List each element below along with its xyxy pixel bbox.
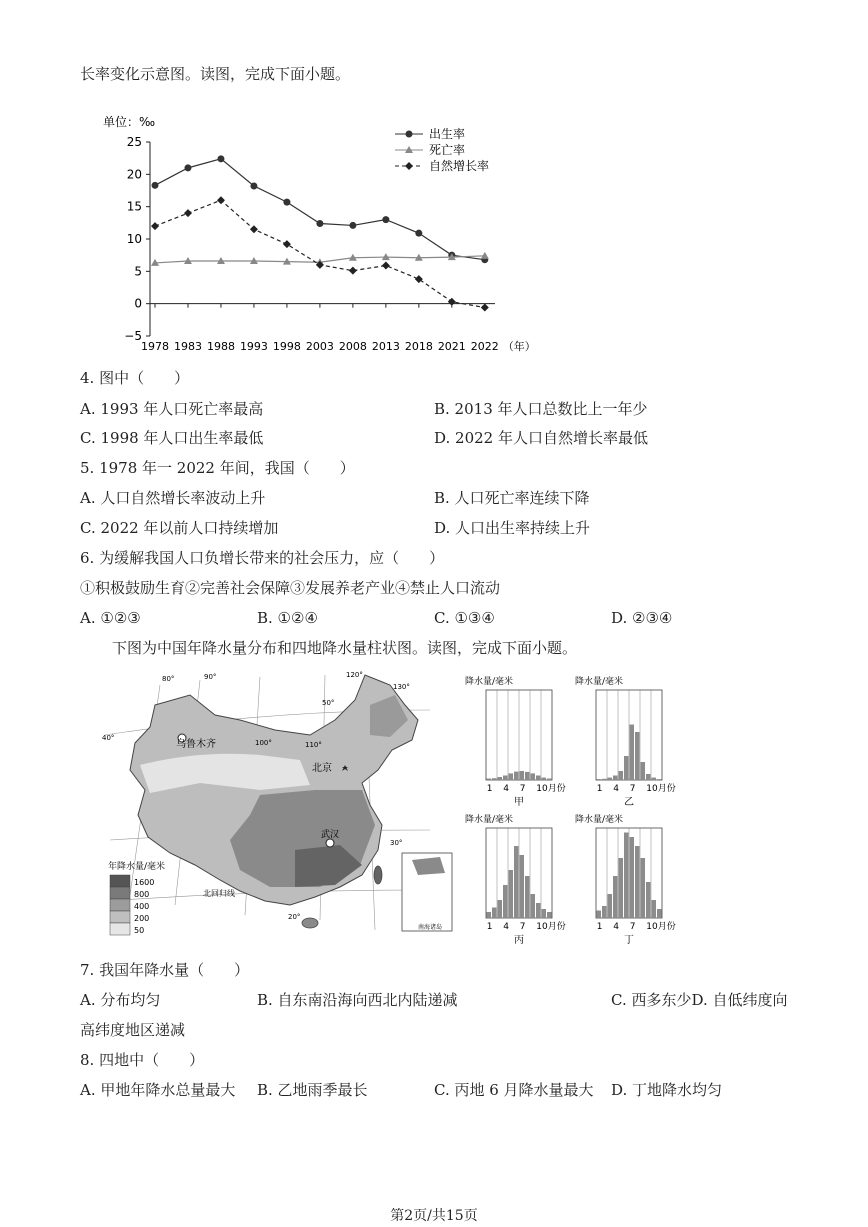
data-point	[152, 182, 159, 189]
tropic-label: 北回归线	[203, 889, 235, 898]
map-legend	[110, 875, 154, 935]
bar	[597, 911, 602, 919]
bar	[641, 858, 646, 918]
x-tick-label: 2013	[371, 340, 400, 353]
legend-value: 50	[134, 926, 145, 935]
bar-panel-name: 丁	[624, 935, 634, 944]
data-point	[481, 252, 489, 259]
bar	[525, 876, 530, 918]
precipitation-map	[100, 665, 455, 945]
page-footer: 第2页/共15页	[390, 1208, 478, 1224]
x-tick-label: 1988	[206, 340, 235, 353]
x-tick-label: 2003	[305, 340, 334, 353]
q5-option-b[interactable]: B. 人口死亡率连续下降	[434, 489, 590, 507]
q4-stem: 4. 图中（ ）	[80, 369, 190, 387]
bar	[487, 912, 492, 918]
x-unit-label: （年）	[502, 340, 536, 353]
legend-marker	[406, 131, 413, 138]
wuhan-marker	[326, 839, 334, 847]
bar	[503, 776, 508, 781]
beijing-label: 北京	[312, 763, 332, 774]
bar-xtick: 1	[596, 784, 603, 794]
bar	[624, 833, 629, 919]
bar	[641, 762, 646, 780]
bar	[509, 870, 514, 918]
bar	[602, 906, 607, 918]
bar	[635, 846, 640, 918]
bar	[608, 894, 613, 918]
bar	[657, 909, 662, 918]
lat-40: 40°	[102, 734, 115, 742]
lat-30: 30°	[390, 839, 403, 847]
bar-ylabel: 降水量/毫米	[465, 815, 514, 825]
x-tick-label: 1983	[173, 340, 202, 353]
legend-label: 自然增长率	[429, 159, 490, 173]
bar-panel-name: 甲	[514, 797, 524, 808]
bar	[525, 772, 530, 780]
bar-xtick: 7	[519, 922, 526, 932]
legend-swatch	[110, 887, 130, 899]
q8-option-d[interactable]: D. 丁地降水均匀	[611, 1081, 723, 1099]
legend-value: 1600	[134, 878, 155, 887]
q6-items: ①积极鼓励生育②完善社会保障③发展养老产业④禁止人口流动	[80, 579, 501, 597]
data-point	[316, 220, 323, 227]
bar	[542, 778, 547, 780]
q4-option-b[interactable]: B. 2013 年人口总数比上一年少	[434, 400, 648, 418]
bar	[498, 777, 503, 780]
y-tick-label: 0	[134, 296, 142, 311]
bar	[514, 772, 519, 780]
bar	[509, 773, 514, 780]
q4-option-a[interactable]: A. 1993 年人口死亡率最高	[80, 400, 264, 418]
q6-option-a[interactable]: A. ①②③	[80, 609, 141, 627]
legend-swatch	[110, 923, 130, 935]
q7-option-cd[interactable]: C. 西多东少D. 自低纬度向	[611, 991, 788, 1009]
data-point	[151, 222, 159, 230]
data-point	[250, 225, 258, 233]
data-point	[415, 230, 422, 237]
lon-90: 90°	[204, 673, 217, 681]
bar	[619, 858, 624, 918]
legend-value: 800	[134, 890, 150, 899]
bar	[657, 779, 662, 780]
q7-option-a[interactable]: A. 分布均匀	[80, 991, 161, 1009]
x-tick-label: 2018	[404, 340, 433, 353]
bar	[630, 837, 635, 918]
x-tick-label: 2022	[470, 340, 499, 353]
lon-120: 120°	[346, 671, 363, 679]
legend-swatch	[110, 911, 130, 923]
bar-xtick: 4	[503, 784, 509, 794]
q6-stem: 6. 为缓解我国人口负增长带来的社会压力，应（ ）	[80, 549, 445, 567]
data-point	[184, 164, 191, 171]
bar	[624, 756, 629, 780]
q7-option-b[interactable]: B. 自东南沿海向西北内陆递减	[257, 991, 458, 1009]
y-tick-label: −5	[124, 329, 142, 343]
bar-ylabel: 降水量/毫米	[575, 815, 624, 825]
y-tick-label: 20	[126, 167, 142, 182]
bar	[498, 900, 503, 918]
bar-panel-name: 乙	[624, 797, 634, 808]
bar-ylabel: 降水量/毫米	[465, 677, 514, 687]
data-point	[481, 304, 489, 312]
q8-option-b[interactable]: B. 乙地雨季最长	[257, 1081, 368, 1099]
bar	[652, 900, 657, 918]
china-precipitation-map	[100, 665, 455, 945]
data-point	[382, 262, 390, 270]
legend-label: 死亡率	[429, 143, 466, 157]
x-tick-label: 1993	[239, 340, 268, 353]
x-tick-label: 1998	[272, 340, 301, 353]
x-tick-label: 1978	[141, 340, 169, 353]
lon-80: 80°	[162, 675, 175, 683]
bar-panel-丁	[575, 813, 676, 944]
bar-xtick: 4	[613, 784, 619, 794]
q5-option-c[interactable]: C. 2022 年以前人口持续增加	[80, 519, 279, 537]
y-axis-label: 单位：‰	[103, 115, 156, 129]
population-line-chart	[95, 108, 565, 360]
legend-value: 200	[134, 914, 150, 923]
q5-stem: 5. 1978 年一 2022 年间，我国（ ）	[80, 459, 355, 477]
bar-xtick: 10月份	[536, 922, 566, 932]
q6-option-c[interactable]: C. ①③④	[434, 609, 495, 627]
series-line-3	[155, 200, 485, 307]
bar	[635, 732, 640, 780]
bar-panel-丙	[465, 813, 566, 944]
bar	[547, 779, 552, 781]
data-point	[382, 216, 389, 223]
q7-stem: 7. 我国年降水量（ ）	[80, 961, 250, 979]
bar-xtick: 10月份	[646, 922, 676, 932]
q4-option-c[interactable]: C. 1998 年人口出生率最低	[80, 429, 264, 447]
population-chart	[95, 108, 565, 360]
bar	[652, 778, 657, 780]
bar	[646, 774, 651, 780]
legend-value: 400	[134, 902, 150, 911]
q7-option-d-continued: 高纬度地区递减	[80, 1021, 186, 1039]
intro2-text: 下图为中国年降水量分布和四地降水量柱状图。读图，完成下面小题。	[112, 639, 578, 657]
data-point	[283, 199, 290, 206]
bar	[503, 885, 508, 918]
inset-label: 南海诸岛	[418, 924, 443, 931]
bar-panel-乙	[575, 675, 676, 808]
bar-xtick: 7	[519, 784, 526, 794]
lat-50: 50°	[322, 699, 335, 707]
x-tick-label: 2008	[338, 340, 367, 353]
urumqi-label: 乌鲁木齐	[176, 739, 216, 750]
lon-100: 100°	[255, 739, 272, 747]
data-point	[349, 222, 356, 229]
q5-option-d[interactable]: D. 人口出生率持续上升	[434, 519, 591, 537]
precipitation-bar-charts	[460, 672, 700, 944]
map-legend-title: 年降水量/毫米	[108, 862, 166, 872]
y-tick-label: 5	[134, 264, 142, 279]
q8-option-c[interactable]: C. 丙地 6 月降水量最大	[434, 1081, 594, 1099]
y-tick-label: 25	[126, 135, 142, 149]
legend-label: 出生率	[429, 127, 466, 141]
bar-ylabel: 降水量/毫米	[575, 677, 624, 687]
bar	[613, 876, 618, 918]
lon-130: 130°	[393, 683, 410, 691]
intro-text: 长率变化示意图。读图，完成下面小题。	[80, 65, 351, 83]
data-point	[217, 155, 224, 162]
series-line-1	[155, 159, 485, 260]
bar	[646, 882, 651, 918]
data-point	[415, 275, 423, 283]
q8-option-a[interactable]: A. 甲地年降水总量最大	[80, 1081, 236, 1099]
bar-xtick: 4	[503, 922, 509, 932]
lon-110: 110°	[305, 741, 322, 749]
bar	[536, 903, 541, 918]
legend-swatch	[110, 875, 130, 887]
bar-xtick: 1	[486, 922, 493, 932]
y-tick-label: 10	[126, 232, 142, 246]
data-point	[250, 182, 257, 189]
bar	[542, 909, 547, 918]
q6-option-b[interactable]: B. ①②④	[257, 609, 318, 627]
q6-option-d[interactable]: D. ②③④	[611, 609, 673, 627]
bar-xtick: 1	[596, 922, 603, 932]
bar-xtick: 10月份	[646, 784, 676, 794]
wuhan-label: 武汉	[321, 830, 340, 840]
bar	[520, 771, 525, 780]
bar	[547, 912, 552, 918]
bar	[536, 776, 541, 781]
bar	[531, 894, 536, 918]
q8-stem: 8. 四地中（ ）	[80, 1051, 205, 1069]
bar	[492, 908, 497, 919]
bar	[514, 846, 519, 918]
bar-panel-甲	[465, 675, 566, 808]
bar	[531, 773, 536, 780]
lat-20: 20°	[288, 913, 301, 921]
bar-xtick: 7	[629, 922, 636, 932]
data-point	[217, 196, 225, 204]
bar-xtick: 7	[629, 784, 636, 794]
bar	[619, 771, 624, 780]
q5-option-a[interactable]: A. 人口自然增长率波动上升	[80, 489, 266, 507]
data-point	[448, 298, 456, 306]
bar-xtick: 1	[486, 784, 493, 794]
legend-swatch	[110, 899, 130, 911]
data-point	[283, 240, 291, 248]
q4-option-d[interactable]: D. 2022 年人口自然增长率最低	[434, 429, 648, 447]
bar	[487, 779, 492, 781]
x-tick-label: 2021	[437, 340, 466, 353]
bar-xtick: 10月份	[536, 784, 566, 794]
bar	[608, 778, 613, 780]
bar-xtick: 4	[613, 922, 619, 932]
bar	[602, 779, 607, 780]
bar	[630, 725, 635, 781]
y-tick-label: 15	[126, 199, 142, 214]
bar	[613, 776, 618, 781]
bar-panel-name: 丙	[514, 935, 524, 944]
legend-marker	[405, 162, 413, 170]
data-point	[184, 209, 192, 217]
bar	[492, 778, 497, 780]
bar	[520, 855, 525, 918]
bar	[597, 779, 602, 780]
data-point	[349, 267, 357, 275]
